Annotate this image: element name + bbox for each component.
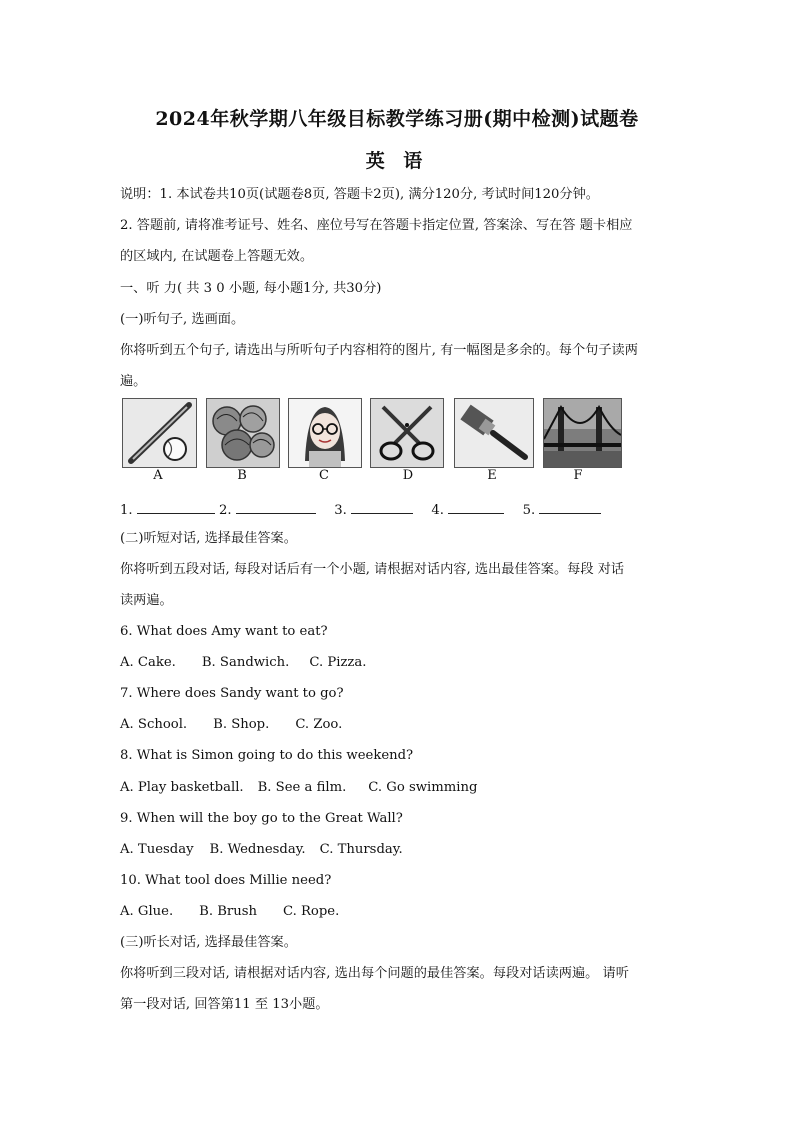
blank-number-3: 3. — [334, 503, 347, 518]
question-10: 10. What tool does Millie need? — [120, 873, 332, 888]
question-7: 7. Where does Sandy want to go? — [120, 686, 344, 701]
question-8-options — [120, 779, 477, 797]
option-b[interactable]: B. See a film. — [257, 780, 347, 795]
part3-description-cont: 第一段对话, 回答第11 至 13小题。 — [120, 997, 329, 1012]
part2-heading: (二)听短对话, 选择最佳答案。 — [120, 531, 297, 546]
part1-description: 你将听到五个句子, 请选出与所听句子内容相符的图片, 有一幅图是多余的。每个句子读两 — [120, 343, 638, 358]
answer-blank-2[interactable] — [236, 499, 316, 514]
question-7-options — [120, 716, 342, 734]
option-c[interactable]: C. Thursday. — [319, 842, 403, 857]
picture-label-c: C — [319, 468, 329, 483]
section-heading-listening: 一、听 力( 共 3 0 小题, 每小题1分, 共30分) — [120, 281, 382, 296]
knitting-yarn-icon — [206, 398, 280, 468]
picture-label-f: F — [573, 468, 583, 483]
option-b[interactable]: B. Shop. — [213, 717, 270, 732]
option-a[interactable]: A. Cake. — [120, 655, 176, 670]
option-b[interactable]: B. Brush — [199, 904, 257, 919]
part1-heading: (一)听句子, 选画面。 — [120, 312, 245, 327]
blank-number-5: 5. — [522, 503, 536, 518]
picture-options — [120, 398, 640, 488]
option-a[interactable]: A. Glue. — [120, 904, 174, 919]
question-8: 8. What is Simon going to do this weekend? — [120, 748, 414, 763]
girl-with-glasses-icon — [288, 398, 362, 468]
instruction-line-2a: 2. 答题前, 请将准考证号、姓名、座位号写在答题卡指定位置, 答案涂、写在答 题卡相应 — [120, 218, 633, 233]
blank-number-1: 1. — [120, 503, 133, 518]
blank-number-4: 4. — [431, 503, 444, 518]
answer-blank-1[interactable] — [137, 499, 215, 514]
part2-description: 你将听到五段对话, 每段对话后有一个小题, 请根据对话内容, 选出最佳答案。每段 对话 — [120, 562, 625, 577]
answer-blank-4[interactable] — [448, 499, 504, 514]
option-a[interactable]: A. Tuesday — [120, 842, 194, 857]
option-c[interactable]: C. Pizza. — [309, 655, 367, 670]
option-a[interactable]: A. School. — [120, 717, 188, 732]
blank-number-2: 2. — [219, 503, 232, 518]
question-9-options — [120, 841, 403, 859]
question-9: 9. When will the boy go to the Great Wall? — [120, 811, 403, 826]
answer-blank-5[interactable] — [539, 499, 601, 514]
question-6: 6. What does Amy want to eat? — [120, 624, 328, 639]
instruction-line-1: 说明：1. 本试卷共10页(试题卷8页, 答题卡2页), 满分120分, 考试时间120分钟。 — [120, 187, 599, 202]
option-a[interactable]: A. Play basketball. — [120, 780, 244, 795]
part1-description-cont: 遍。 — [120, 374, 147, 389]
subject-title: 英 语 — [365, 150, 429, 172]
option-c[interactable]: C. Rope. — [282, 904, 340, 919]
option-b[interactable]: B. Sandwich. — [201, 655, 290, 670]
option-c[interactable]: C. Go swimming — [368, 780, 478, 795]
part2-description-cont: 读两遍。 — [120, 593, 173, 608]
paintbrush-icon — [454, 398, 534, 468]
picture-label-d: D — [402, 468, 414, 483]
instruction-line-2b: 的区域内, 在试题卷上答题无效。 — [120, 249, 314, 264]
option-b[interactable]: B. Wednesday. — [209, 842, 306, 857]
picture-label-e: E — [487, 468, 497, 483]
picture-label-a: A — [153, 468, 163, 483]
baseball-bat-ball-icon — [122, 398, 197, 468]
part3-heading: (三)听长对话, 选择最佳答案。 — [120, 935, 297, 950]
question-10-options — [120, 903, 339, 921]
answer-blank-3[interactable] — [351, 499, 413, 514]
option-c[interactable]: C. Zoo. — [295, 717, 343, 732]
question-6-options — [120, 654, 366, 672]
exam-title: 2024年秋学期八年级目标教学练习册(期中检测)试题卷 — [155, 108, 639, 130]
answer-blanks-row — [120, 499, 601, 520]
scissors-icon — [370, 398, 444, 468]
bridge-icon — [543, 398, 622, 468]
part3-description: 你将听到三段对话, 请根据对话内容, 选出每个问题的最佳答案。每段对话读两遍。 请听 — [120, 966, 629, 981]
picture-label-b: B — [237, 468, 247, 483]
